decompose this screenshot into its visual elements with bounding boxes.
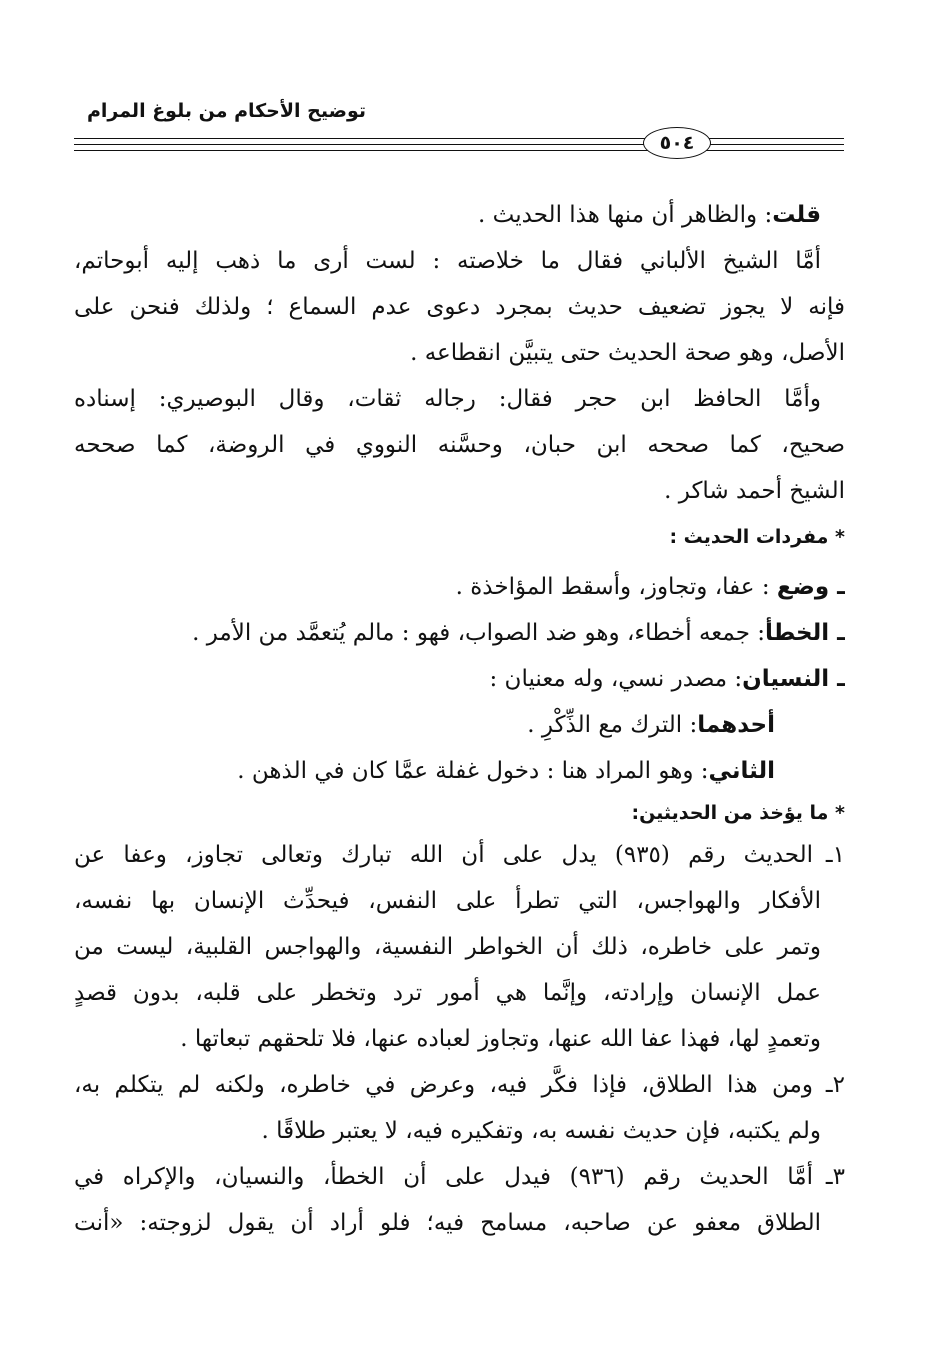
text-line: وأمَّا الحافظ ابن حجر فقال: رجاله ثقات، وقال البوصيري: إسناده xyxy=(74,386,821,412)
vocab-term: الثاني xyxy=(708,758,775,784)
text-span: الحديث رقم (٩٣٥) يدل على أن الله تبارك وتعالى تجاوز، وعفا عن xyxy=(74,842,813,868)
text-line: صحيح، كما صححه ابن حبان، وحسَّنه النووي في الروضة، كما صححه xyxy=(74,432,845,458)
numbered-item-line xyxy=(74,1154,845,1200)
item-number: ٢ـ xyxy=(825,1072,845,1098)
page-number-badge: ٥٠٤ xyxy=(643,127,711,159)
vocab-term: أحدهما xyxy=(697,712,775,738)
vocab-text: : وهو المراد هنا : دخول غفلة عمَّا كان في الذهن . xyxy=(237,758,709,784)
text-line: عمل الإنسان وإرادته، وإنَّما هي أمور ترد وتخطر على قلبه، بدون قصدٍ xyxy=(74,980,821,1006)
header-rule-middle xyxy=(74,144,844,145)
vocab-line xyxy=(74,610,845,656)
vocab-text: : عفا، وتجاوز، وأسقط المؤاخذة . xyxy=(455,574,770,600)
text-line: الأصل، وهو صحة الحديث حتى يتبيَّن انقطاعه . xyxy=(410,340,845,366)
text-line: الطلاق معفو عن صاحبه، مسامح فيه؛ فلو أراد أن يقول لزوجته: «أنت xyxy=(74,1210,821,1236)
vocab-term: ـ وضع xyxy=(776,574,845,600)
text-line: وتعمدٍ لها، فهذا عفا الله عنها، وتجاوز لعباده عنها، فلا تلحقهم تبعاتها . xyxy=(180,1026,821,1052)
numbered-item-line xyxy=(74,1062,845,1108)
vocab-text: : جمعه أخطاء، وهو ضد الصواب، فهو : مالم يُتعمَّد من الأمر . xyxy=(192,620,765,646)
text-line: فإنه لا يجوز تضعيف حديث بمجرد دعوى عدم السماع ؛ ولذلك فنحن على xyxy=(74,294,845,320)
vocab-line xyxy=(74,656,845,702)
text-line xyxy=(74,192,845,238)
section-heading: * مفردات الحديث : xyxy=(669,526,845,548)
vocab-line xyxy=(74,748,845,794)
vocab-line xyxy=(74,564,845,610)
text-span: : والظاهر أن منها هذا الحديث . xyxy=(478,202,773,228)
body-text xyxy=(74,192,845,1246)
header-rule-top xyxy=(74,138,844,139)
text-span: أمَّا الحديث رقم (٩٣٦) فيدل على أن الخطأ، والنسيان، والإكراه في xyxy=(74,1164,813,1190)
vocab-term: ـ الخطأ xyxy=(764,620,845,646)
text-line: ولم يكتبه، فإن حديث نفسه به، وتفكيره فيه، لا يعتبر طلاقًا . xyxy=(261,1118,821,1144)
running-header-title: توضيح الأحكام من بلوغ المرام xyxy=(86,100,366,122)
inline-label: قلت xyxy=(772,202,821,228)
vocab-line xyxy=(74,702,845,748)
header-rule-bottom xyxy=(74,150,844,151)
text-span: ومن هذا الطلاق، فإذا فكَّر فيه، وعرض في خاطره، ولكنه لم يتكلم به، xyxy=(74,1072,813,1098)
vocab-term: ـ النسيان xyxy=(742,666,845,692)
vocab-text: : مصدر نسي، وله معنيان : xyxy=(489,666,743,692)
text-line: الأفكار والهواجس، التي تطرأ على النفس، فيحدِّث الإنسان بها نفسه، xyxy=(74,888,821,914)
vocab-text: : الترك مع الذِّكْرِ . xyxy=(527,712,698,738)
text-line: الشيخ أحمد شاكر . xyxy=(664,478,845,504)
text-line: وتمر على خاطره، ذلك أن الخواطر النفسية، والهواجس القلبية، ليست من xyxy=(74,934,821,960)
text-line: أمَّا الشيخ الألباني فقال ما خلاصته : لست أرى ما ذهب إليه أبوحاتم، xyxy=(74,248,821,274)
item-number: ٣ـ xyxy=(825,1164,845,1190)
section-heading: * ما يؤخذ من الحديثين: xyxy=(631,802,845,824)
numbered-item-line xyxy=(74,832,845,878)
item-number: ١ـ xyxy=(825,842,845,868)
